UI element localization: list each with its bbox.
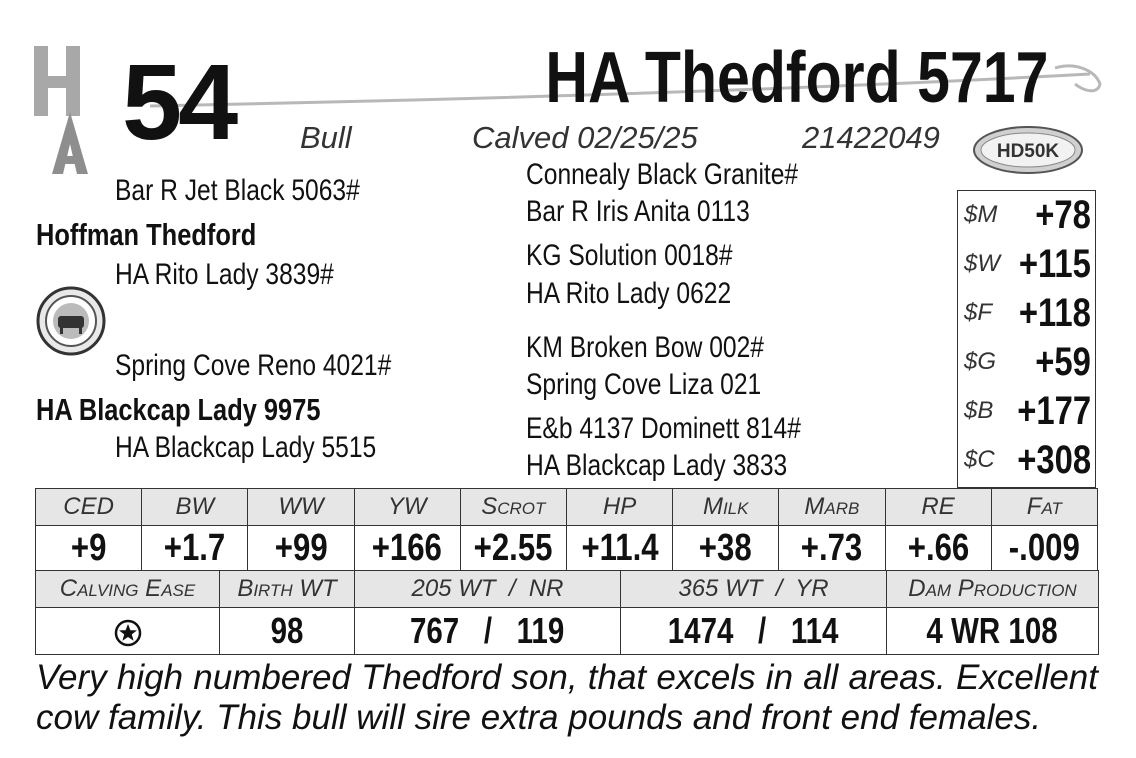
separator-slash: / xyxy=(742,610,784,651)
pedigree-ddd: HA Blackcap Lady 3833 xyxy=(526,449,788,482)
index-value: +115 xyxy=(1018,242,1091,286)
epd-header-hp: HP xyxy=(566,489,672,526)
performance-value-row xyxy=(36,608,1099,655)
wt365-value: 1474 xyxy=(668,610,734,651)
performance-table xyxy=(35,570,1099,655)
index-label: $C xyxy=(964,446,995,473)
pedigree-sds: KG Solution 0018# xyxy=(526,239,733,272)
separator-slash: / xyxy=(467,610,509,651)
epd-header-row xyxy=(36,489,1098,526)
epd-header-bw: BW xyxy=(142,489,248,526)
sex-label: Bull xyxy=(300,120,352,155)
perf-value-dam-production: 4 WR 108 xyxy=(887,608,1099,655)
perf-header-calving-ease: Calving Ease xyxy=(36,571,220,608)
pedigree-sdd: HA Rito Lady 0622 xyxy=(526,277,732,310)
index-value: +59 xyxy=(1035,340,1091,384)
epd-value-scrot: +2.55 xyxy=(460,526,566,571)
index-row-m xyxy=(958,191,1097,241)
epd-header-scrot: Scrot xyxy=(460,489,566,526)
epd-value-fat: -.009 xyxy=(991,526,1097,571)
epd-table xyxy=(35,488,1098,571)
index-label: $B xyxy=(964,397,994,424)
sale-comment: Very high numbered Thedford son, that excels in all areas. Excellent cow family. This bull will sire extra pounds and front end females. xyxy=(36,658,1098,737)
index-value: +78 xyxy=(1035,193,1091,237)
perf-header-birth-wt: Birth WT xyxy=(220,571,355,608)
star-circle-icon xyxy=(114,619,142,647)
animal-name xyxy=(435,38,1048,118)
epd-header-yw: YW xyxy=(354,489,460,526)
epd-value-bw: +1.7 xyxy=(142,526,248,571)
hd50k-badge-icon xyxy=(972,124,1084,176)
pedigree-ssd: Bar R Iris Anita 0113 xyxy=(526,195,750,228)
perf-value-365wt-yr xyxy=(621,608,887,655)
wt205-value: 767 xyxy=(410,610,460,651)
epd-value-row xyxy=(36,526,1098,571)
ha-logo-icon xyxy=(30,40,110,180)
animal-name-text: HA Thedford 5717 xyxy=(544,38,1048,118)
pedigree-dds: E&b 4137 Dominett 814# xyxy=(526,412,801,445)
index-row-f xyxy=(958,289,1097,339)
perf-value-205wt-nr xyxy=(355,608,621,655)
pedigree-sire-sire: Bar R Jet Black 5063# xyxy=(115,174,360,207)
pedigree-dsd: Spring Cove Liza 021 xyxy=(526,368,762,401)
yr-value: 114 xyxy=(791,610,839,651)
epd-header-milk: Milk xyxy=(673,489,779,526)
index-label: $M xyxy=(964,201,998,228)
breed-seal-icon xyxy=(36,286,106,356)
index-value: +118 xyxy=(1018,291,1091,335)
index-row-w xyxy=(958,240,1097,290)
epd-value-marb: +.73 xyxy=(779,526,885,571)
dollar-index-box xyxy=(957,190,1096,488)
lot-number: 54 xyxy=(122,41,235,162)
registration-number: 21422049 xyxy=(802,120,940,155)
hd50k-badge-text: HD50K xyxy=(996,141,1060,162)
epd-value-milk: +38 xyxy=(673,526,779,571)
pedigree-sire: Hoffman Thedford xyxy=(36,217,257,252)
epd-header-fat: Fat xyxy=(991,489,1097,526)
epd-value-ww: +99 xyxy=(248,526,354,571)
pedigree-dam-dam: HA Blackcap Lady 5515 xyxy=(115,431,377,464)
perf-header-365wt-yr: 365 WT / YR xyxy=(621,571,887,608)
perf-value-birth-wt: 98 xyxy=(220,608,355,655)
epd-header-marb: Marb xyxy=(779,489,885,526)
calved-date: Calved 02/25/25 xyxy=(472,120,698,155)
pedigree-sss: Connealy Black Granite# xyxy=(526,158,799,191)
index-value: +308 xyxy=(1017,438,1091,482)
index-label: $G xyxy=(964,348,997,375)
index-label: $W xyxy=(964,250,1000,277)
epd-header-ced: CED xyxy=(36,489,142,526)
perf-header-205wt-nr: 205 WT / NR xyxy=(355,571,621,608)
index-row-b xyxy=(958,387,1097,437)
perf-value-calving-ease xyxy=(36,608,220,655)
index-label: $F xyxy=(964,299,993,326)
epd-header-ww: WW xyxy=(248,489,354,526)
epd-value-yw: +166 xyxy=(354,526,460,571)
index-row-g xyxy=(958,338,1097,388)
pedigree-dam-sire: Spring Cove Reno 4021# xyxy=(115,349,392,382)
epd-header-re: RE xyxy=(885,489,991,526)
performance-header-row xyxy=(36,571,1099,608)
epd-value-re: +.66 xyxy=(885,526,991,571)
pedigree-dam: HA Blackcap Lady 9975 xyxy=(36,392,321,427)
pedigree-sire-dam: HA Rito Lady 3839# xyxy=(115,258,334,291)
index-row-c xyxy=(958,436,1097,486)
epd-value-ced: +9 xyxy=(36,526,142,571)
perf-header-dam-production: Dam Production xyxy=(887,571,1099,608)
epd-value-hp: +11.4 xyxy=(566,526,672,571)
nr-value: 119 xyxy=(517,610,565,651)
pedigree-dss: KM Broken Bow 002# xyxy=(526,331,764,364)
index-value: +177 xyxy=(1017,389,1091,433)
